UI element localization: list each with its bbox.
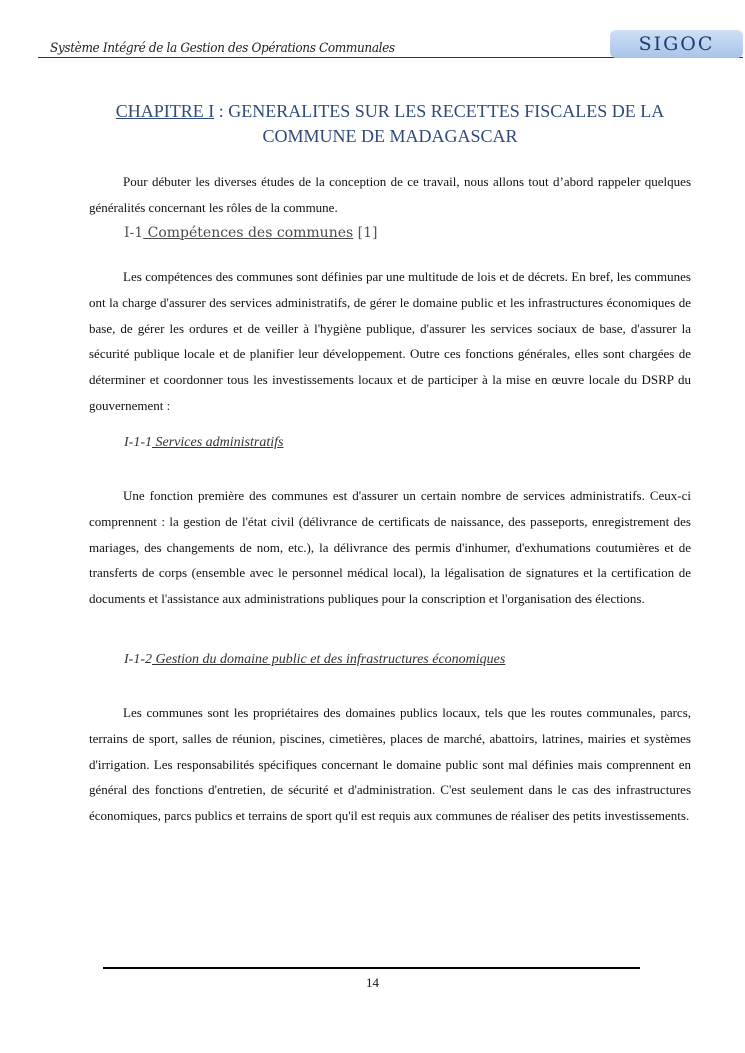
header-title: Système Intégré de la Gestion des Opérations Communales xyxy=(50,41,395,56)
intro-paragraph: Pour débuter les diverses études de la conception de ce travail, nous allons tout d’abord rappeler quelques généralités concernant les rôles de la commune. xyxy=(89,174,691,215)
section-number: I-1 xyxy=(124,225,144,241)
chapter-label: CHAPITRE I xyxy=(115,101,215,121)
footer-divider xyxy=(103,967,640,969)
section-reference: [1] xyxy=(357,225,378,241)
section-title: Compétences des communes xyxy=(143,225,354,241)
chapter-heading xyxy=(88,99,692,149)
subsection-number: I-1-1 xyxy=(124,435,152,450)
subsection-number: I-1-2 xyxy=(124,652,152,667)
page-number: 14 xyxy=(366,975,379,990)
subsection-title: Services administratifs xyxy=(152,435,284,450)
subsection-heading-1 xyxy=(124,435,283,451)
logo-text: SIGOC xyxy=(638,33,715,55)
subsection2-paragraph: Les communes sont les propriétaires des domaines publics locaux, tels que les routes communales, parcs, terrains de sport, salles de réunion, piscines, cimetières, places de marché, abattoirs, latrines, mairies et systèmes d'irrigation. Les responsabilités spécifiques concernant le domaine public sont mal définies mais comprennent en général des fonctions d'entretien, de sécurité et d'administration. C'est seulement dans le cas des infrastructures économiques, parcs publics et terrains de sport qu'il est requis aux communes de réaliser des petits investissements. xyxy=(89,705,691,824)
subsection-heading-2 xyxy=(124,652,505,668)
subsection-title: Gestion du domaine public et des infrastructures économiques xyxy=(152,652,506,667)
subsection1-paragraph: Une fonction première des communes est d'assurer un certain nombre de services administratifs. Ceux-ci comprennent : la gestion de l'état civil (délivrance de certificats de naissance, des passeports, enregistrement des mariages, des changements de nom, etc.), la délivrance des permis d'inhumer, d'exhumations coutumières et de transferts de corps (ensemble avec le personnel médical local), la légalisation de signatures et la certification de documents et l'assistance aux administrations publiques pour la conscription et l'organisation des élections. xyxy=(89,488,691,607)
chapter-title: : GENERALITES SUR LES RECETTES FISCALES DE LA COMMUNE DE MADAGASCAR xyxy=(214,101,665,146)
section-heading-1 xyxy=(124,225,377,241)
sigoc-logo xyxy=(610,30,743,58)
section1-paragraph: Les compétences des communes sont définies par une multitude de lois et de décrets. En bref, les communes ont la charge d'assurer des services administratifs, de gérer le domaine public et les infrastructures économiques de base, de gérer les ordures et de veiller à l'hygiène publique, d'assurer les services sociaux de base, d'assurer la sécurité publique locale et de planifier leur développement. Outre ces fonctions générales, elles sont chargées de déterminer et coordonner tous les investissements locaux et de participer à la mise en œuvre locale du DSRP du gouvernement : xyxy=(89,269,691,413)
